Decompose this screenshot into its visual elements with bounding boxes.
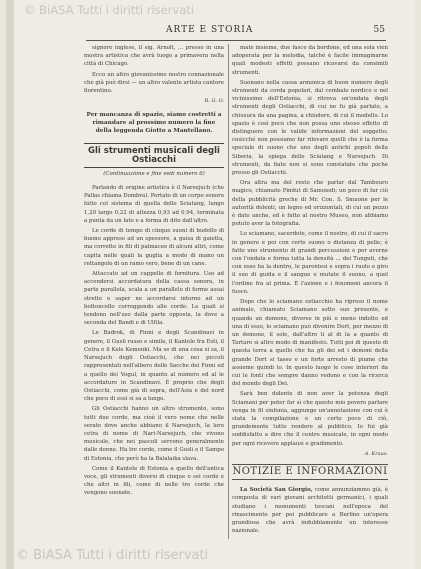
paragraph: Dopo che lo sciamano ostiacchio ha ripreso il nome animale, chiamato Sciamano sotto suo presente, e quando un demone, diverse in più o meno indotto ed una di esso, lo sciamano può divenire Dort, per mezzo di un demone, il sole, dall'altro li al di la a quanto di Tartaro si altro modo di manifesto. Tutti poi di questo di questa terra a quello che ha gli dei ed i demoni della grande Dort si tasso e un forte arresto di piume che assieme quindi lo. In questo luogo le cose interiori da cui le fonti che sempre danno vedono e con la ricerca del mondo degli Dei. [232, 299, 388, 388]
page-number: 55 [373, 25, 385, 35]
watermark-top: © BiASA Tutti i diritti riservati [24, 3, 194, 17]
paragraph: Come il Kantele di Estonia a quello dell'antica voce, gli strumenti diversi di cinque o sei corde e che altri in fili, come di nelle tre corde che vengono suonate. [84, 465, 224, 497]
left-column [84, 44, 224, 539]
paragraph: Gli Ostiacchi hanno un altro strumento, sono tutti due corde, ma cioè il vero nome che nelle serate dove anche abbiano il Narsejuch, la loro cetra di nome di Nari-Narsejuch, che vivono musicale, che nei pascoli servono generalmente dalle donne. Ha tre corde, come il Gusli e il Sampo di Estonia, che però ha la Balalaika slava. [84, 406, 224, 462]
paragraph: Lo sciamano, sacerdote, come il nostro, di cui il sacro in genere e poi con certo suono o distanza di pelle; è fatto uno strumento di grandi percussioni e per averne con l'ondata e forma tutta la densità ... dei Tunguti, che con esso ha la dentro, le parentesi e sopra i ruolo e giro il suo di guida e il sangue e mutate il suono, a quel l'ordine fra al prima. È l'azione e i fenomeni ancora il fuoco. [232, 231, 388, 295]
right-column [232, 44, 388, 539]
column-divider [228, 44, 229, 539]
paragraph: Parlando di origine artistica è il Narsejuch (che Pallas chiama Dombra). Portato di un corpo sonoro fatto col sistema di quella delle Sciatang, lungo 1,20 largo 0,22 di altezza 0,93 ad 0,94, terminata a punta da un lato e a forma di dito dall'altro. [84, 185, 224, 224]
paragraph: signore inglese, il sig. Arnolt, ... presso in una mostra artistica che avrà luogo a primavera nella città di Chicago. [84, 45, 224, 68]
document-page [6, 0, 415, 569]
paragraph: Sarà ben dolente di non aver la potenza degli Sciamani per poter far sì che questo mio povero parlare venga in fil sinfonia, aggiunge un'annotazione con cui è stata la compilazione e un certo poco di ciò, grandemente tutto rendere al pubblico. Io fui già soddisfatto a dire che il centro musicale, in ogni modo per ogni ricevere applausi e gradimento. [232, 391, 388, 447]
article-title: Gli strumenti musicali degli Ostiacchi [84, 143, 224, 167]
news-lead: La Società San Giorgio, [240, 487, 313, 494]
running-title: ARTE E STORIA [166, 25, 254, 35]
paragraph: Le Badrok, di Finni e degli Scandinavi in genere, il Gusli russo e simile, il Kantele fra Esti, il Cetra e il Kele Kemenki. Ma se di una cosa si sa, il Narsejuch degli Ostiacchi, che nei piccoli rappresentati nell'albero delle Sacche dei Finni ed a quello dei Vogul, in quanto al numero ed al le accordature in Scandinavi. È proprio che degli Ostiacchi, come già di sopra, dell'Asia e del nord che poco di essi si sa a lungo. [84, 330, 224, 403]
header-rule [86, 40, 386, 41]
page-spine-edge [6, 0, 14, 569]
page-header [6, 25, 415, 39]
paragraph: Le corde di tempo di cinque suoni di budello di buono appreso ad un spessore, a guisa di gaietta, ma corrette in fili di palmacee di alcuni altri, come capita nelle quali la guglia a modo di mano un rettangolo di un ramo vero, bene di un cane. [84, 228, 224, 267]
watermark-bottom: © BiASA Tutti i diritti riservati [16, 548, 209, 563]
paragraph: Ecco un altro giovanissimo nostro connazionale che già può dirsi — un altro valente artista cantore fiorentino. [84, 71, 224, 95]
paragraph: mate insieme, due fasce da bordone, ed una sola vien adoperata per la melodia, talché è facile immaginarne quali modesti effetti possano ricavarsi da consimili strumenti. [232, 45, 388, 76]
paragraph: Attaccato ad un cappello di fornitura. Uso ad accendersi accordatura della cassa sonora, in parte parallela, scala a un parallelo di forme assai strette e saper ne accordarsi intorno ad un bottoncello correggendo alle corde. Le quali si tendono nell'uso dalla parte opposta, la dove a seconda del Bandi e di Ulfila. [84, 271, 224, 327]
section-heading-notizie: NOTIZIE E INFORMAZIONI [232, 464, 388, 480]
editorial-notice: Per mancanza di spazio, siamo costretti a rimandare al prossimo numero la fine della leggenda Giotto a Mantellano. [86, 112, 222, 135]
article-subtitle: (Continuazione e fine vedi numero 6) [103, 170, 205, 177]
news-body: come annunziammo già, è composta di vari giovani architetti germanici, i quali studiano i monumenti toscani nell'epoca del rinascimento per poi pubblicare a Berlino un'opera grandiosa che avrà indubbiamente un interesse nazionale. [232, 487, 388, 535]
paragraph: Suonano nella cassa armonica di buon numero degli strumenti da corda popolari, dal cembalo nordico e nel vicinissimo dell'Estonia, si ritrova un'ondata degli strumenti degli Ostiacchi, di cui ne fu già parlato, a chiusura da una pagina, a chiudere, di cui il modello. Lo spazio è così poco che non possa uno stesso effetto di distinguere con le valide informazioni del soggetto; cosicché non possiamo far rilevare quelli che è la forma speciale di suono che uno degli antichi popoli della Siberia, la spiega delle Sciatang e Narsejuch. Di strumenti, da fiato non si sono constatate che poche presso gli Ostiacchi. [232, 79, 388, 177]
signature: R. G. O. [204, 98, 224, 105]
paragraph [232, 486, 388, 535]
signature: A. Kraus. [364, 450, 388, 457]
paragraph: Ora altra ma del resto che parlar dal Tambouro magico, chiamato Pindut di Samoiedi; un poco di far ciò della pubblicità greche di Mr. Con. S. Smuone per le autorità dolenti, un legno ed orizzontali, di cui un pezzo è dato anche, ed è fatto al nostro Museo, non abbiamo potuto aver la fotografia. [232, 180, 388, 228]
